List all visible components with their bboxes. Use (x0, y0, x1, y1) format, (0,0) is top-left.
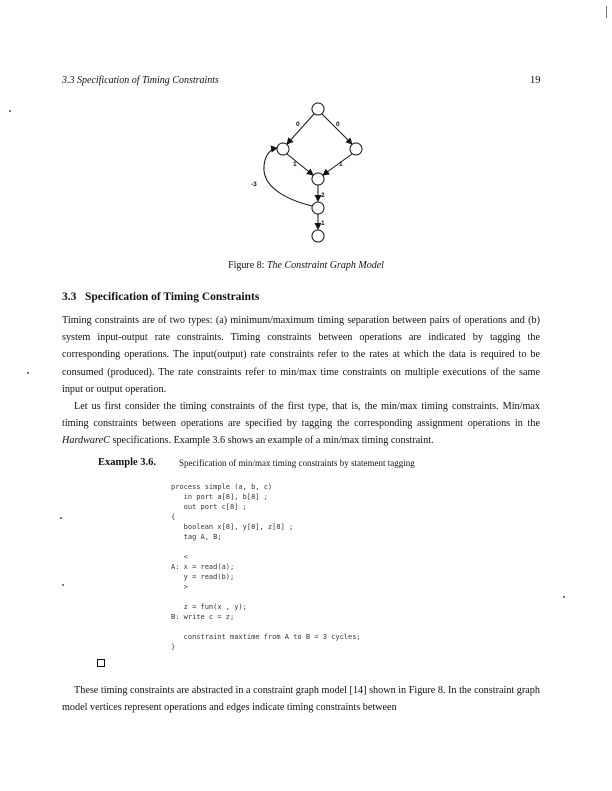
end-of-example-box (97, 659, 105, 667)
edge-label: 1 (293, 161, 297, 168)
scan-speck (62, 584, 64, 586)
body-text (62, 312, 540, 450)
section-title: Specification of Timing Constraints (85, 291, 260, 303)
scan-speck (9, 110, 11, 112)
body-text-continued (62, 682, 540, 716)
edge-label: 1 (339, 161, 343, 168)
example-description: Specification of min/max timing constraints by statement tagging (179, 458, 415, 468)
running-header: 3.3 Specification of Timing Constraints (62, 75, 219, 86)
graph-edge (287, 114, 314, 144)
figure-caption (0, 260, 612, 271)
graph-vertex-right (350, 143, 362, 155)
constraint-graph-figure (240, 96, 380, 248)
graph-edge (287, 154, 313, 175)
graph-vertex-join (312, 173, 324, 185)
graph-vertex-source (312, 103, 324, 115)
edge-label: -3 (251, 181, 257, 188)
edge-label: 0 (336, 121, 340, 128)
caption-title: The Constraint Graph Model (266, 260, 384, 271)
edge-label: 1 (321, 220, 325, 227)
code-block: process simple (a, b, c) in port a[8], b[8] ; out port c[8] ; { boolean x[8], y[8], z[8] ; tag A, B; < A: x = read(a); y = read(b); > z = fun(x , y); B: write c = z; constraint maxtime from A to B = 3 cycles; } (171, 483, 361, 651)
scan-speck (563, 596, 565, 598)
section-heading (62, 291, 259, 303)
graph-edge (323, 154, 352, 175)
paragraph-minmax: Let us first consider the timing constraints of the first type, that is, the min/max timing constraints. Min/max timing constraints between operations are specified by tagging the corresponding assignment operations in the HardwareC specifications. Example 3.6 shows an example of a min/max timing constraint. (62, 401, 540, 447)
section-number: 3.3 (62, 291, 77, 303)
graph-vertex-sink (312, 230, 324, 242)
graph-vertex-left (277, 143, 289, 155)
graph-edge (322, 114, 352, 144)
scan-speck (60, 517, 62, 519)
edge-label: 2 (321, 192, 325, 199)
graph-vertex-write (312, 202, 324, 214)
page-number: 19 (530, 75, 541, 86)
paragraph-constraint-graph: These timing constraints are abstracted in a constraint graph model [14] shown in Figure 8. In the constraint graph model vertices represent operations and edges indicate timing constraints between (62, 685, 540, 714)
example-label: Example 3.6. (98, 457, 157, 468)
caption-prefix: Figure 8: (228, 260, 265, 271)
scan-mark (606, 6, 607, 18)
scan-speck (27, 372, 29, 374)
graph-backward-edge (264, 148, 312, 206)
edge-label: 0 (296, 121, 300, 128)
paragraph-timing-types: Timing constraints are of two types: (a) minimum/maximum timing separation between pairs of operations and (b) system input-output rate constraints. Timing constraints between operations are indicated by tagging the corresponding operations. The input(output) rate constraints refer to the rates at which the data is required to be consumed (produced). The rate constraints refer to min/max time constraints on multiple executions of the same input or output operation. (62, 315, 540, 395)
code-listing (171, 482, 361, 652)
